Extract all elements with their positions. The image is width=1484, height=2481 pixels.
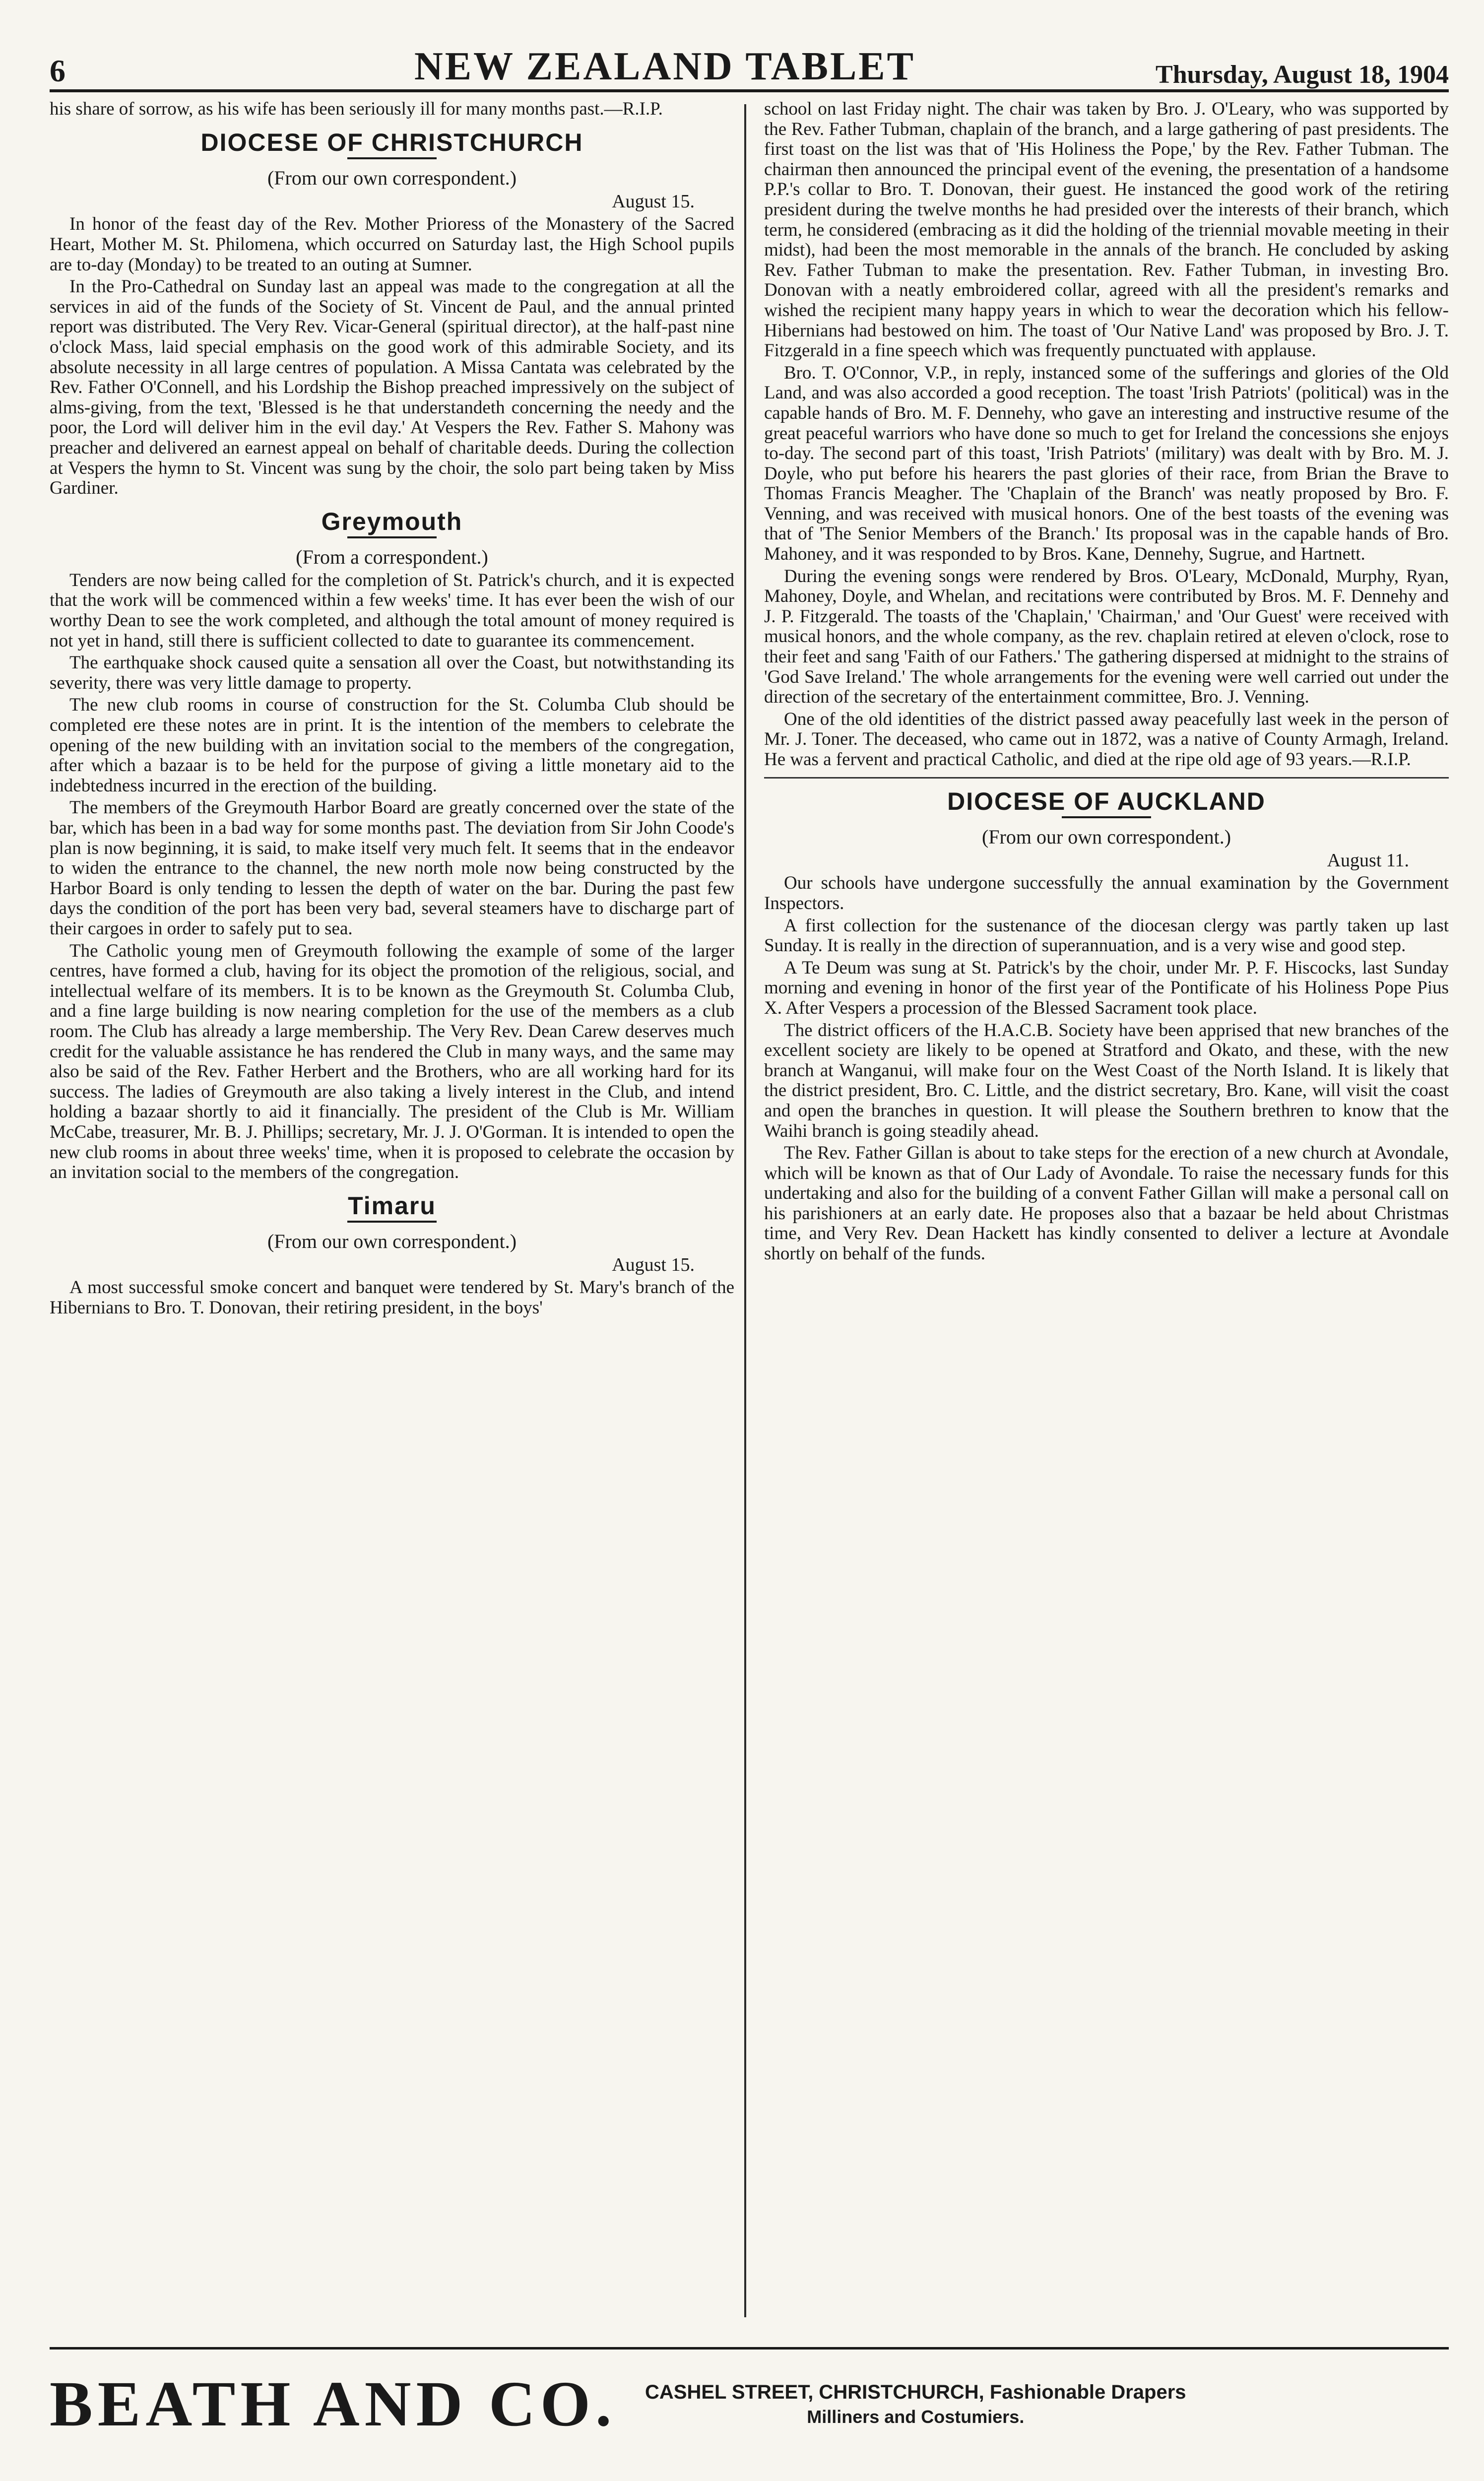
timaru-heading: Timaru [348,1191,436,1220]
article-paragraph: The members of the Greymouth Harbor Board are greatly concerned over the state of the bar, which has been in a bad way for some months past. The deviation from Sir John Coode's plan is now beginning, it is said, to make itself very much felt. It seems that in the endeavor to widen the entrance to the channel, the new north mole now being constructed by the Harbor Board is only tending to lessen the depth of water on the bar. During the past few days the condition of the port has been very bad, several steamers have to discharge part of their cargoes in order to safely put to sea. [50,797,734,939]
christchurch-byline: (From our own correspondent.) [267,167,517,190]
timaru-date: August 15. [612,1254,695,1275]
article-paragraph: A most successful smoke concert and banquet were tendered by St. Mary's branch of the Hibernians to Bro. T. Donovan, their retiring president, in the boys' [50,1277,734,1318]
article-paragraph: Our schools have undergone successfully the annual examination by the Government Inspectors. [764,873,1449,914]
article-paragraph: A Te Deum was sung at St. Patrick's by the choir, under Mr. P. F. Hiscocks, last Sunday morning and evening in honor of the first year of the Pontificate of his Holiness Pope Pius X. After Vespers a procession of the Blessed Sacrament took place. [764,957,1449,1018]
christchurch-date: August 15. [612,191,695,212]
section-divider [764,777,1449,779]
greymouth-byline: (From a correspondent.) [296,546,488,569]
section-rule [347,1221,437,1223]
section-rule [347,157,437,159]
right-column [764,99,1449,2327]
opening-lines: his share of sorrow, as his wife has been seriously ill for many months past.—R.I.P. [50,99,663,119]
page-number: 6 [50,53,65,88]
article-paragraph: The district officers of the H.A.C.B. Society have been apprised that new branches of the excellent society are likely to be opened at Stratford and Okato, and these, with the new branch at Wanganui, will make four on the West Coast of the North Island. It is likely that the district president, Bro. C. Little, and the district secretary, Bro. Kane, will visit the coast and open the branches in question. It will please the Southern brethren to know that the Waihi branch is going steadily ahead. [764,1020,1449,1141]
article-paragraph: Tenders are now being called for the completion of St. Patrick's church, and it is expected that the work will be commenced within a few weeks' time. It has ever been the wish of our worthy Dean to see the work completed, and although the total amount of money required is not yet in hand, still there is sufficient collected to date to guarantee its commencement. [50,570,734,651]
greymouth-heading: Greymouth [321,507,463,535]
article-paragraph: The earthquake shock caused quite a sensation all over the Coast, but notwithstanding its severity, there was very little damage to property. [50,653,734,693]
advertiser-name: BEATH AND CO. [50,2368,617,2440]
section-rule [347,536,437,538]
advertisement-line-2: Milliners and Costumiers. [807,2406,1025,2427]
article-paragraph: The Catholic young men of Greymouth following the example of some of the larger centres, have formed a club, having for its object the promotion of the religious, social, and intellectual welfare of its members. It is to be known as the Greymouth St. Columba Club, and a fine large building is now nearing completion for the use of the members as a club room. The Club has already a large membership. The Very Rev. Dean Carew deserves much credit for the valuable assistance he has rendered the Club in many ways, and the same may also be said of the Rev. Father Herbert and the Brothers, who are all working hard for its success. The ladies of Greymouth are also taking a lively interest in the Club, and intend holding a bazaar shortly to aid it financially. The president of the Club is Mr. William McCabe, treasurer, Mr. B. J. Phillips; secretary, Mr. J. J. O'Gorman. It is intended to open the new club rooms in about three weeks' time, when it is proposed to celebrate the occasion by an invitation social to the members of the congregation. [50,940,734,1183]
auckland-date: August 11. [1327,849,1409,871]
advertisement-banner [50,2347,1449,2459]
left-column [50,99,734,2327]
article-paragraph: Bro. T. O'Connor, V.P., in reply, instanced some of the sufferings and glories of the Old Land, and was also accorded a good reception. The toast 'Irish Patriots' (political) was in the capable hands of Bro. M. F. Dennehy, who gave an interesting and instructive resume of the great peaceful warriors who have done so much to get for Ireland the concessions she enjoys to-day. The second part of this toast, 'Irish Patriots' (military) was dealt with by Bro. M. J. Doyle, who put before his hearers the past glories of their race, from Brian the Brave to Thomas Francis Meagher. The 'Chaplain of the Branch' was neatly proposed by Bro. F. Venning, and was received with musical honors. One of the best toasts of the evening was that of 'The Senior Members of the Branch.' Its proposal was in the capable hands of Bro. Mahoney, and it was responded to by Bros. Kane, Dennehy, Sugrue, and Hartnett. [764,362,1449,565]
article-paragraph: In honor of the feast day of the Rev. Mother Prioress of the Monastery of the Sacred Heart, Mother M. St. Philomena, which occurred on Saturday last, the High School pupils are to-day (Monday) to be treated to an outing at Sumner. [50,214,734,275]
article-paragraph: A first collection for the sustenance of the diocesan clergy was partly taken up last Sunday. It is really in the direction of superannuation, and is a very wise and good step. [764,915,1449,956]
timaru-byline: (From our own correspondent.) [267,1230,517,1253]
newspaper-title: NEW ZEALAND TABLET [414,45,916,88]
auckland-byline: (From our own correspondent.) [981,826,1231,849]
article-paragraph: school on last Friday night. The chair was taken by Bro. J. O'Leary, who was supported by the Rev. Father Tubman, chaplain of the branch, and a large gathering of past presidents. The first toast on the list was that of 'His Holiness the Pope,' by the Rev. Father Tubman. The chairman then announced the principal event of the evening, the presentation of a handsome P.P.'s collar to Bro. T. Donovan, their guest. He instanced the good work of the retiring president during the twelve months he had presided over the interests of their branch, which term, he considered (embracing as it did the holding of the triennial movable meeting in their midst), had been the most memorable in the annals of the branch. He concluded by asking Rev. Father Tubman to make the presentation. Rev. Father Tubman, in investing Bro. Donovan with a neatly embroidered collar, agreed with all the president's remarks and wished the recipient many happy years in which to wear the decoration which his fellow-Hibernians had bestowed on him. The toast of 'Our Native Land' was proposed by Bro. J. T. Fitzgerald in a fine speech which was frequently punctuated with applause. [764,99,1449,361]
advertisement-text [645,2381,1186,2427]
article-paragraph: During the evening songs were rendered by Bros. O'Leary, McDonald, Murphy, Ryan, Mahoney, Doyle, and Whelan, and recitations were contributed by Bros. M. F. Dennehy and J. P. Fitzgerald. The toasts of the 'Chaplain,' 'Chairman,' and 'Our Guest' were received with musical honors, and the whole company, as the rev. chaplain retired at eleven o'clock, rose to their feet and sang 'Faith of our Fathers.' The gathering dispersed at midnight to the strains of 'God Save Ireland.' The whole arrangements for the evening were well carried out under the direction of the secretary of the entertainment committee, Bro. J. Venning. [764,566,1449,708]
masthead [50,30,1449,92]
section-rule [1062,816,1151,818]
article-paragraph: One of the old identities of the district passed away peacefully last week in the person of Mr. J. Toner. The deceased, who came out in 1872, was a native of County Armagh, Ireland. He was a fervent and practical Catholic, and died at the ripe old age of 93 years.—R.I.P. [764,709,1449,770]
advertisement-line-1: CASHEL STREET, CHRISTCHURCH, Fashionable Drapers [645,2381,1186,2403]
issue-date: Thursday, August 18, 1904 [1156,61,1449,89]
article-paragraph: The Rev. Father Gillan is about to take steps for the erection of a new church at Avondale, which will be known as that of Our Lady of Avondale. To raise the necessary funds for this undertaking and also for the building of a convent Father Gillan will make a personal call on his parishioners at an early date. He proposes also that a bazaar be held about Christmas time, and Very Rev. Dean Hackett has kindly consented to deliver a lecture at Avondale shortly on behalf of the funds. [764,1143,1449,1264]
christchurch-heading: DIOCESE OF CHRISTCHURCH [200,128,583,156]
auckland-heading: DIOCESE OF AUCKLAND [947,787,1266,815]
column-divider [744,104,746,2317]
article-paragraph: The new club rooms in course of construction for the St. Columba Club should be completed ere these notes are in print. It is the intention of the members to celebrate the opening of the new building with an invitation social to the members of the congregation, after which a bazaar is to be held for the purpose of giving a little monetary aid to the indebtedness incurred in the erection of the building. [50,695,734,796]
article-paragraph: In the Pro-Cathedral on Sunday last an appeal was made to the congregation at all the services in aid of the funds of the Society of St. Vincent de Paul, and the annual printed report was distributed. The Very Rev. Vicar-General (spiritual director), at the half-past nine o'clock Mass, laid special emphasis on the good work of this admirable Society, and its absolute necessity in all large centres of population. A Missa Cantata was celebrated by the Rev. Father O'Connell, and his Lordship the Bishop preached impressively on the subject of alms-giving, from the text, 'Blessed is he that understandeth concerning the needy and the poor, the Lord will deliver him in the evil day.' At Vespers the Rev. Father S. Mahony was preacher and delivered an earnest appeal on behalf of charitable deeds. During the collection at Vespers the hymn to St. Vincent was sung by the choir, the solo part being taken by Miss Gardiner. [50,276,734,499]
